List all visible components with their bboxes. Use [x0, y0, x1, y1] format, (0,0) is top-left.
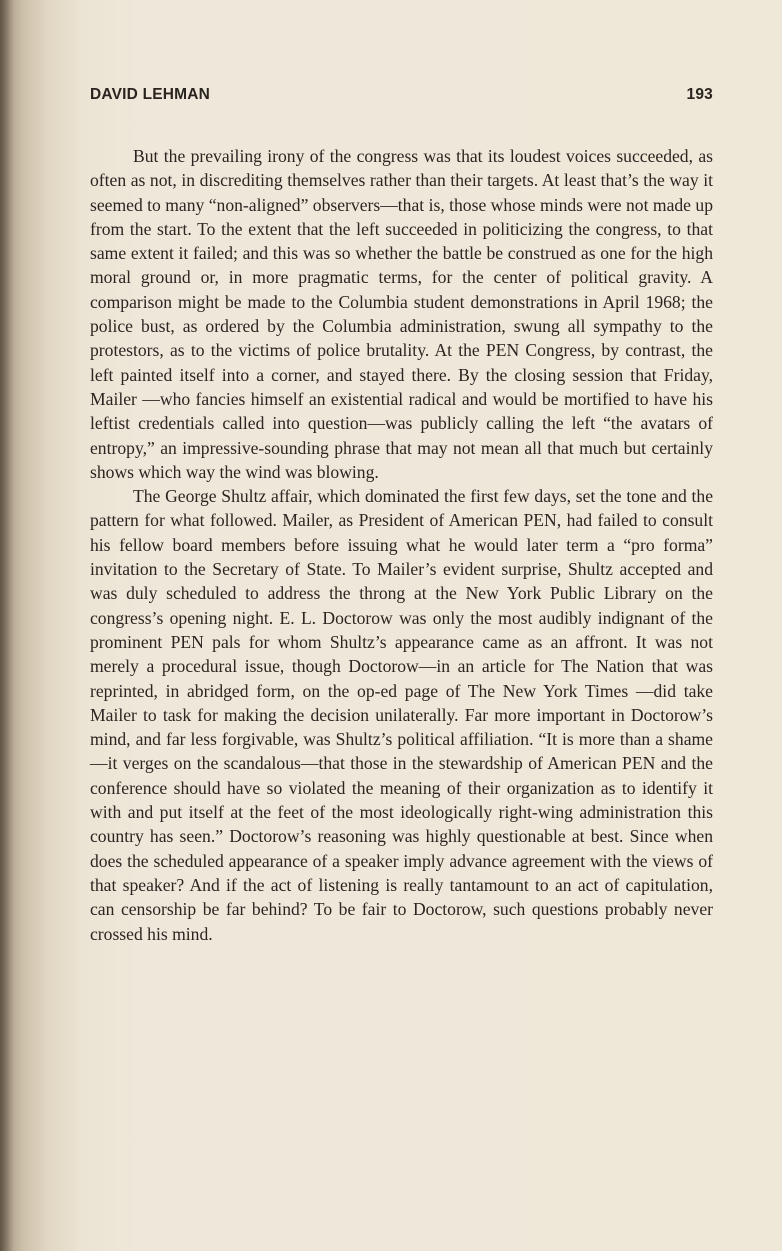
page-number: 193: [686, 86, 713, 103]
paragraph: But the prevailing irony of the congress was that its loudest voices succeeded, as often as not, in discrediting themselves rather than their targets. At least that’s the way it seemed to many “non-aligned” observers—that is, those whose minds were not made up from the start. To the extent that the left succeeded in politicizing the congress, to that same extent it failed; and this was so whether the battle be construed as one for the high moral ground or, in more pragmatic terms, for the center of political gravity. A comparison might be made to the Columbia student demonstrations in April 1968; the police bust, as ordered by the Columbia administration, swung all sympathy to the protestors, as to the victims of police brutality. At the PEN Congress, by contrast, the left painted itself into a corner, and stayed there. By the closing session that Friday, Mailer —who fancies himself an existential radical and would be mortified to have his leftist credentials called into question—was publicly calling the left “the avatars of entropy,” an impressive-sounding phrase that may not mean all that much but certainly shows which way the wind was blowing.: [90, 146, 713, 482]
gutter-shadow: [0, 0, 14, 1251]
running-head-author: DAVID LEHMAN: [90, 86, 211, 103]
paragraph: The George Shultz affair, which dominated the first few days, set the tone and the pattern for what followed. Mailer, as President of American PEN, had failed to consult his fellow board members before issuing what he would later term a “pro forma” invitation to the Secretary of State. To Mailer’s evident surprise, Shultz accepted and was duly scheduled to address the throng at the New York Public Library on the congress’s opening night. E. L. Doctorow was only the most audibly indignant of the prominent PEN pals for whom Shultz’s appearance came as an affront. It was not merely a procedural issue, though Doctorow—in an article for The Nation that was reprinted, in abridged form, on the op-ed page of The New York Times —did take Mailer to task for making the decision unilaterally. Far more important in Doctorow’s mind, and far less forgivable, was Shultz’s political affiliation. “It is more than a shame—it verges on the scandalous—that those in the stewardship of American PEN and the conference should have so violated the meaning of their organization as to identify it with and put itself at the feet of the most ideologically right-wing administration this country has seen.” Doctorow’s reasoning was highly questionable at best. Since when does the scheduled appearance of a speaker imply advance agreement with the views of that speaker? And if the act of listening is really tantamount to an act of capitulation, can censorship be far behind? To be fair to Doctorow, such questions probably never crossed his mind.: [90, 486, 713, 944]
running-head: [90, 86, 713, 110]
body-text: [90, 144, 713, 946]
